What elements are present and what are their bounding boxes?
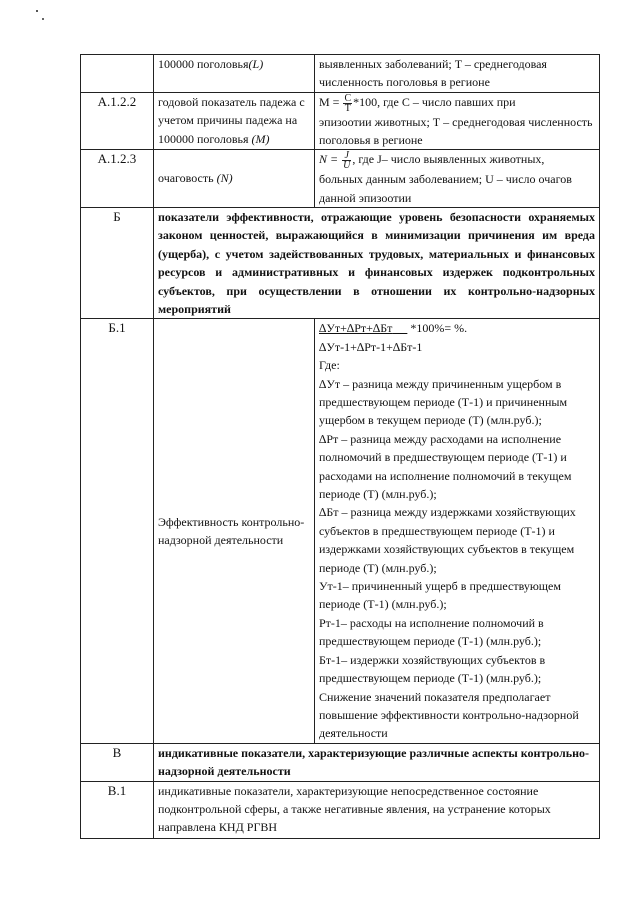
row-code: А.1.2.3: [81, 150, 154, 208]
definition-line: ∆Бт – разница между издержками хозяйствующих субъектов в предшествующем периоде (Т-1) и издержками хозяйствующих субъектов в текущем периоде (Т) (млн.руб.);: [319, 505, 576, 575]
row-code: В.1: [81, 781, 154, 838]
description-rest: больных данным заболеванием; U – число очагов данной эпизоотии: [319, 172, 572, 205]
section-heading: показатели эффективности, отражающие уровень безопасности охраняемых законом ценностей, выражающийся в минимизации причинения им вреда (ущерба), с учетом задействованных трудовых, материальных и финансовых ресурсов и административных и финансовых издержек подконтрольных субъектов, при осуществлении в отношении их контрольно-надзорных мероприятий: [154, 207, 600, 318]
definition-line: Снижение значений показателя предполагает повышение эффективности контрольно-надзорной деятельности: [319, 689, 579, 741]
formula-tail: *100%= %.: [410, 321, 468, 336]
row-name-text: годовой показатель падежа с учетом причины падежа на 100000 поголовья: [158, 94, 305, 146]
row-description: [315, 92, 600, 150]
row-code: [81, 55, 154, 93]
formula-lhs: N =: [319, 152, 342, 167]
section-heading: индикативные показатели, характеризующие различные аспекты контрольно-надзорной деятельности: [154, 743, 600, 781]
definition-line: Ут-1– причиненный ущерб в предшествующем периоде (Т-1) (млн.руб.);: [319, 579, 561, 612]
row-name-var: (N): [216, 171, 233, 186]
formula-numerator: ∆Ут+∆Рт+∆Бт: [319, 321, 393, 336]
row-name-var: (L): [248, 57, 264, 71]
row-code: В: [81, 743, 154, 781]
row-code: Б.1: [81, 319, 154, 743]
table-row: [81, 319, 600, 743]
table-row: [81, 150, 600, 208]
row-code: Б: [81, 207, 154, 318]
fraction-numerator: С: [344, 92, 352, 104]
formula-fraction: [343, 94, 352, 113]
row-code: А.1.2.2: [81, 92, 154, 150]
where-label: Где:: [319, 358, 340, 373]
fraction-denominator: U: [343, 160, 351, 172]
definition-line: Рт-1– расходы на исполнение полномочий в предшествующем периоде (Т-1) (млн.руб.);: [319, 615, 544, 649]
row-description: выявленных заболеваний; T – среднегодовая численность поголовья в регионе: [315, 55, 600, 93]
row-name: [154, 150, 315, 208]
table-row: [81, 207, 600, 318]
formula-denominator: ∆Ут-1+∆Рт-1+∆Бт-1: [319, 339, 423, 354]
row-name-text: 100000 поголовья: [158, 57, 249, 71]
table-row: [81, 92, 600, 150]
formula-rest: *100, где С – число павших при: [353, 94, 516, 109]
table-row: [81, 55, 600, 93]
formula-rest: , где J– число выявленных животных,: [352, 152, 545, 167]
row-description: [315, 319, 600, 743]
fraction-denominator: Т: [344, 102, 351, 114]
row-name: [154, 55, 315, 93]
row-name: [154, 92, 315, 150]
row-description: [315, 150, 600, 208]
definition-line: ∆Ут – разница между причиненным ущербом в предшествующем периоде (Т-1) и причиненным ущербом в текущем периоде (Т) (млн.руб.);: [319, 376, 568, 428]
row-name: Эффективность контрольно-надзорной деятельности: [154, 319, 315, 743]
formula-fraction: [342, 151, 351, 170]
row-description: индикативные показатели, характеризующие непосредственное состояние подконтрольной сферы, а также негативные явления, на устранение которых направлена КНД РГВН: [154, 781, 600, 838]
scan-speck: [42, 18, 44, 20]
scan-speck: [36, 10, 38, 12]
description-rest: эпизоотии животных; Т – среднегодовая численность поголовья в регионе: [319, 114, 593, 147]
fraction-numerator: J: [342, 151, 351, 161]
table-row: [81, 781, 600, 838]
table-row: [81, 743, 600, 781]
formula-lhs: М =: [319, 94, 343, 109]
indicators-table: [80, 54, 600, 839]
row-name-var: (М): [251, 131, 270, 146]
definition-line: Бт-1– издержки хозяйствующих субъектов в предшествующем периоде (Т-1) (млн.руб.);: [319, 652, 546, 686]
definition-line: ∆Рт – разница между расходами на исполнение полномочий в предшествующем периоде (Т-1) и расходами на исполнение полномочий в текущем периоде (Т) (млн.руб.);: [319, 431, 572, 502]
row-name-text: очаговость: [158, 171, 214, 186]
